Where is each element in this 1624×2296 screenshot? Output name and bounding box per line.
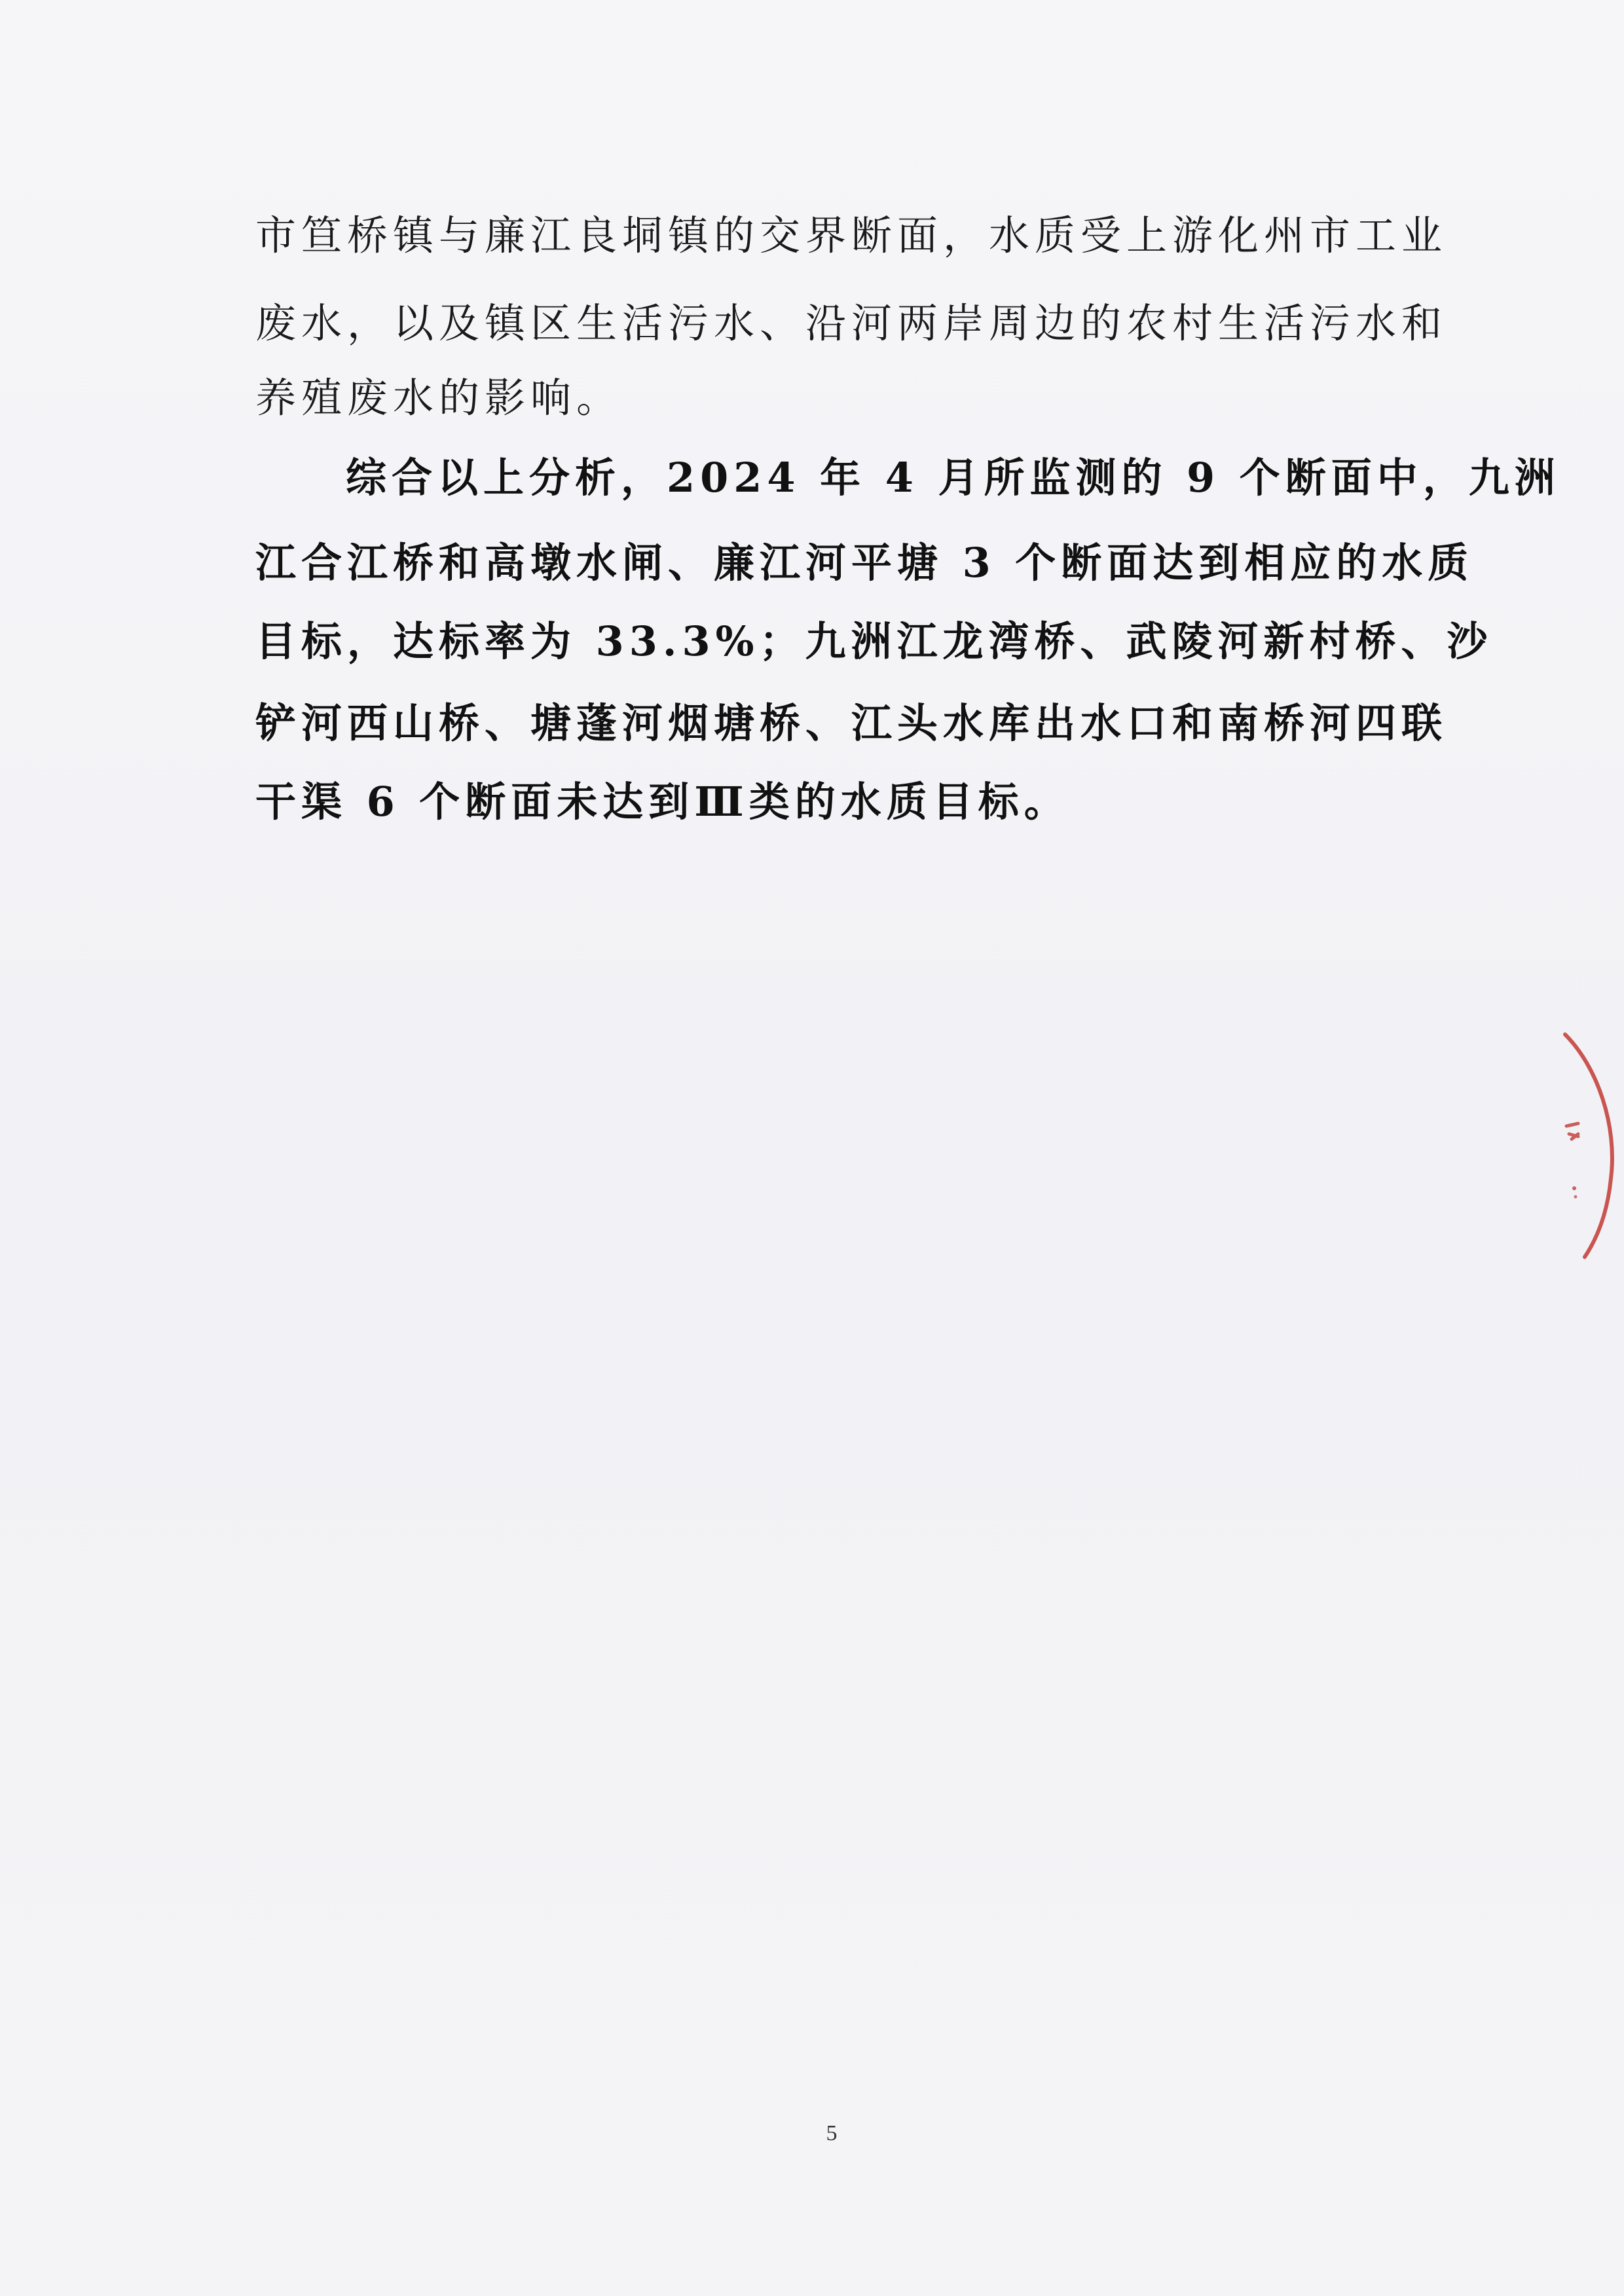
paragraph-1-line-1: 市笪桥镇与廉江良垌镇的交界断面，水质受上游化州市工业 bbox=[255, 211, 1448, 259]
paragraph-1-line-2: 废水，以及镇区生活污水、沿河两岸周边的农村生活污水和 bbox=[255, 299, 1448, 347]
paragraph-2-line-1: 综合以上分析，2024 年 4 月所监测的 9 个断面中，九洲 bbox=[346, 454, 1560, 501]
paragraph-2-line-5: 干渠 6 个断面未达到Ⅲ类的水质目标。 bbox=[255, 778, 1070, 826]
paragraph-1-line-3: 养殖废水的影响。 bbox=[255, 374, 623, 422]
page-number: 5 bbox=[826, 2121, 838, 2145]
paragraph-2-line-4: 铲河西山桥、塘蓬河烟塘桥、江头水库出水口和南桥河四联 bbox=[255, 699, 1448, 747]
paragraph-2-line-2: 江合江桥和高墩水闸、廉江河平塘 3 个断面达到相应的水质 bbox=[255, 539, 1474, 587]
seal-stamp-fragment bbox=[1545, 1028, 1624, 1264]
paragraph-2-line-3: 目标，达标率为 33.3%；九洲江龙湾桥、武陵河新村桥、沙 bbox=[255, 617, 1493, 665]
